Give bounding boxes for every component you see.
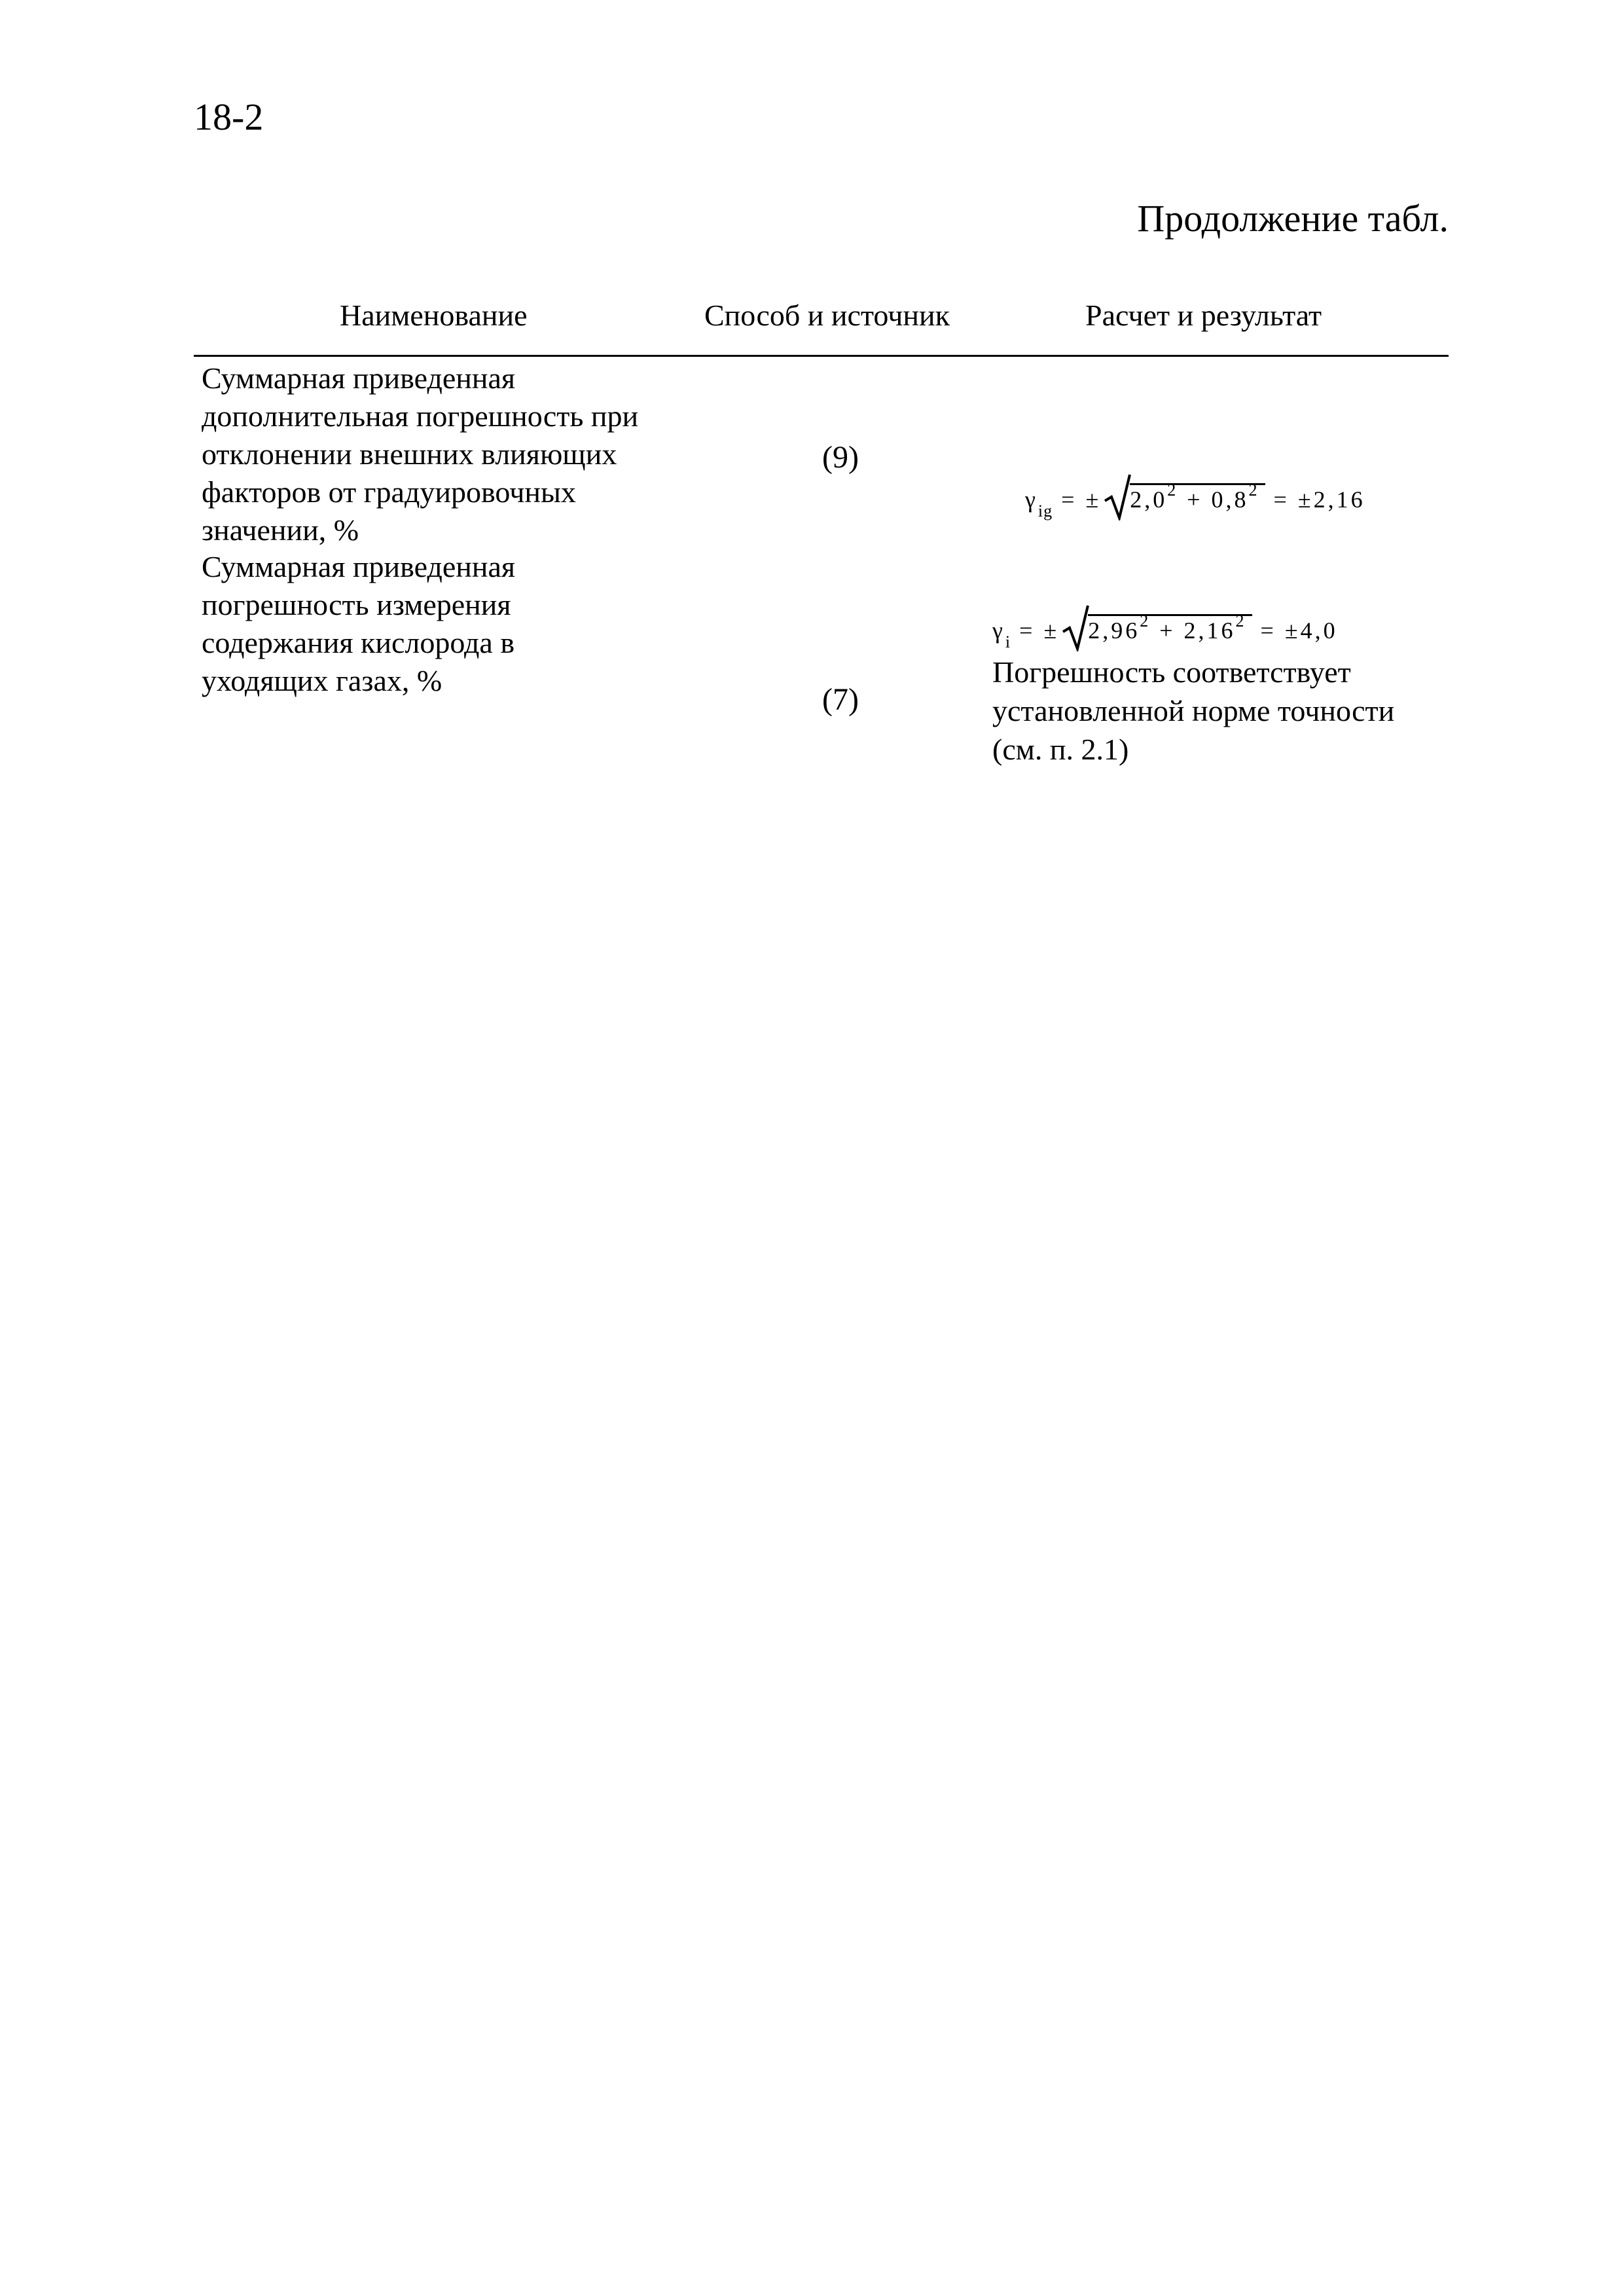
table-continuation-label: Продолжение табл. — [1137, 197, 1449, 240]
result-note-line: установленной норме точности — [992, 694, 1395, 727]
calculation-table — [194, 288, 1449, 789]
square-root — [1062, 611, 1252, 644]
row-method: (7) — [822, 682, 859, 717]
formula-result: = ±4,0 — [1260, 617, 1338, 644]
formula-subscript: ig — [1038, 501, 1053, 520]
formula-term: 0,8 — [1211, 486, 1249, 513]
formula-symbol: γ — [992, 617, 1005, 644]
square-root — [1104, 481, 1265, 513]
result-note — [992, 653, 1451, 769]
radicand — [1130, 483, 1265, 511]
formula-plus: + — [1159, 617, 1176, 644]
square-root-icon — [1104, 472, 1132, 520]
formula — [1025, 481, 1365, 520]
result-note-line: Погрешность соответствует — [992, 655, 1351, 689]
row-method: (9) — [822, 440, 859, 475]
row-name — [202, 548, 686, 700]
table-row — [194, 550, 1449, 789]
row-name-line: Суммарная приведенная — [202, 361, 516, 395]
formula-exponent: 2 — [1248, 481, 1260, 500]
formula-equals: = ± — [1019, 617, 1060, 644]
row-name-line: значении, % — [202, 513, 359, 547]
table-header — [194, 288, 1449, 357]
formula-exponent: 2 — [1235, 611, 1247, 630]
square-root-icon — [1062, 603, 1091, 651]
formula-result: = ±2,16 — [1273, 486, 1365, 513]
formula-subscript: i — [1005, 632, 1011, 651]
header-result: Расчет и результат — [1085, 299, 1322, 332]
result-note-line: (см. п. 2.1) — [992, 733, 1129, 766]
row-name-line: погрешность измерения — [202, 588, 511, 621]
row-name-line: содержания кислорода в — [202, 626, 515, 659]
row-name-line: Суммарная приведенная — [202, 550, 516, 583]
row-name-line: дополнительная погрешность при — [202, 399, 639, 433]
row-name-line: факторов от градуировочных — [202, 475, 576, 509]
row-name — [202, 359, 686, 549]
formula-exponent: 2 — [1140, 611, 1151, 630]
formula — [992, 611, 1338, 651]
header-name: Наименование — [340, 299, 528, 332]
formula-term: 2,96 — [1088, 617, 1140, 644]
row-name-line: отклонении внешних влияющих — [202, 437, 617, 471]
header-method: Способ и источник — [704, 299, 950, 332]
formula-equals: = ± — [1061, 486, 1102, 513]
formula-term: 2,0 — [1130, 486, 1168, 513]
table-row — [194, 357, 1449, 553]
formula-symbol: γ — [1025, 486, 1038, 513]
formula-exponent: 2 — [1167, 481, 1179, 500]
formula-plus: + — [1187, 486, 1203, 513]
formula-term: 2,16 — [1183, 617, 1236, 644]
page-number: 18-2 — [194, 96, 264, 138]
radicand — [1088, 611, 1252, 644]
row-name-line: уходящих газах, % — [202, 664, 442, 697]
